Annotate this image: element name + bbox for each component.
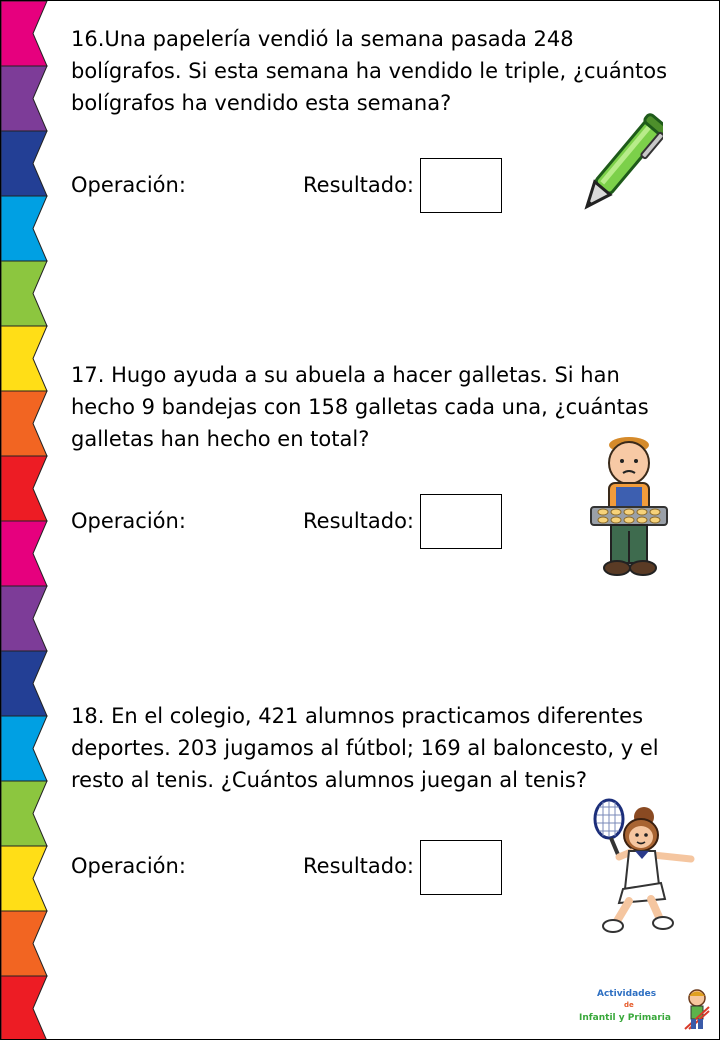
- ribbon-svg: [1, 1, 49, 1040]
- ribbon-segment: [1, 196, 47, 261]
- pen-illustration: [579, 105, 663, 231]
- problem-18: [71, 700, 671, 796]
- ribbon-segment: [1, 456, 47, 521]
- color-ribbon-border: [1, 1, 49, 1040]
- brand-logo: [577, 987, 713, 1033]
- problem-18-operation-label: Operación:: [71, 854, 186, 878]
- ribbon-segment: [1, 1, 47, 66]
- ribbon-segment: [1, 261, 47, 326]
- ribbon-segment: [1, 651, 47, 716]
- problem-16-answer-box[interactable]: [420, 158, 502, 213]
- ribbon-segment: [1, 716, 47, 781]
- problem-16-result-label: Resultado:: [303, 173, 415, 197]
- ribbon-segment: [1, 586, 47, 651]
- problem-17-question: 17. Hugo ayuda a su abuela a hacer galletas. Si han hecho 9 bandejas con 158 galletas cada una, ¿cuántas galletas han hecho en total?: [71, 363, 649, 451]
- ribbon-segment: [1, 131, 47, 196]
- problem-17-answer-box[interactable]: [420, 494, 502, 549]
- ribbon-segment: [1, 66, 47, 131]
- ribbon-segment: [1, 976, 47, 1040]
- logo-line-3: Infantil y Primaria: [579, 1013, 671, 1023]
- problem-17-result-label: Resultado:: [303, 509, 415, 533]
- problem-16-operation-label: Operación:: [71, 173, 186, 197]
- ribbon-segment: [1, 391, 47, 456]
- problem-18-answer-box[interactable]: [420, 840, 502, 895]
- girl-tennis-illustration: [589, 797, 699, 943]
- ribbon-segment: [1, 781, 47, 846]
- logo-line-2: de: [624, 1001, 634, 1009]
- problem-18-result-label: Resultado:: [303, 854, 415, 878]
- problem-17-operation-label: Operación:: [71, 509, 186, 533]
- problem-18-question: 18. En el colegio, 421 alumnos practicamos diferentes deportes. 203 jugamos al fútbol; 169 al baloncesto, y el resto al tenis. ¿Cuántos alumnos juegan al tenis?: [71, 704, 659, 792]
- logo-kid-icon: [683, 989, 711, 1031]
- boy-with-cookies-illustration: [589, 435, 669, 584]
- logo-line-1: Actividades: [597, 989, 657, 999]
- ribbon-segment: [1, 911, 47, 976]
- problem-16-question: 16.Una papelería vendió la semana pasada 248 bolígrafos. Si esta semana ha vendido le triple, ¿cuántos bolígrafos ha vendido esta semana?: [71, 27, 668, 115]
- ribbon-segment: [1, 326, 47, 391]
- problem-17: [71, 359, 671, 455]
- ribbon-segment: [1, 521, 47, 586]
- ribbon-segment: [1, 846, 47, 911]
